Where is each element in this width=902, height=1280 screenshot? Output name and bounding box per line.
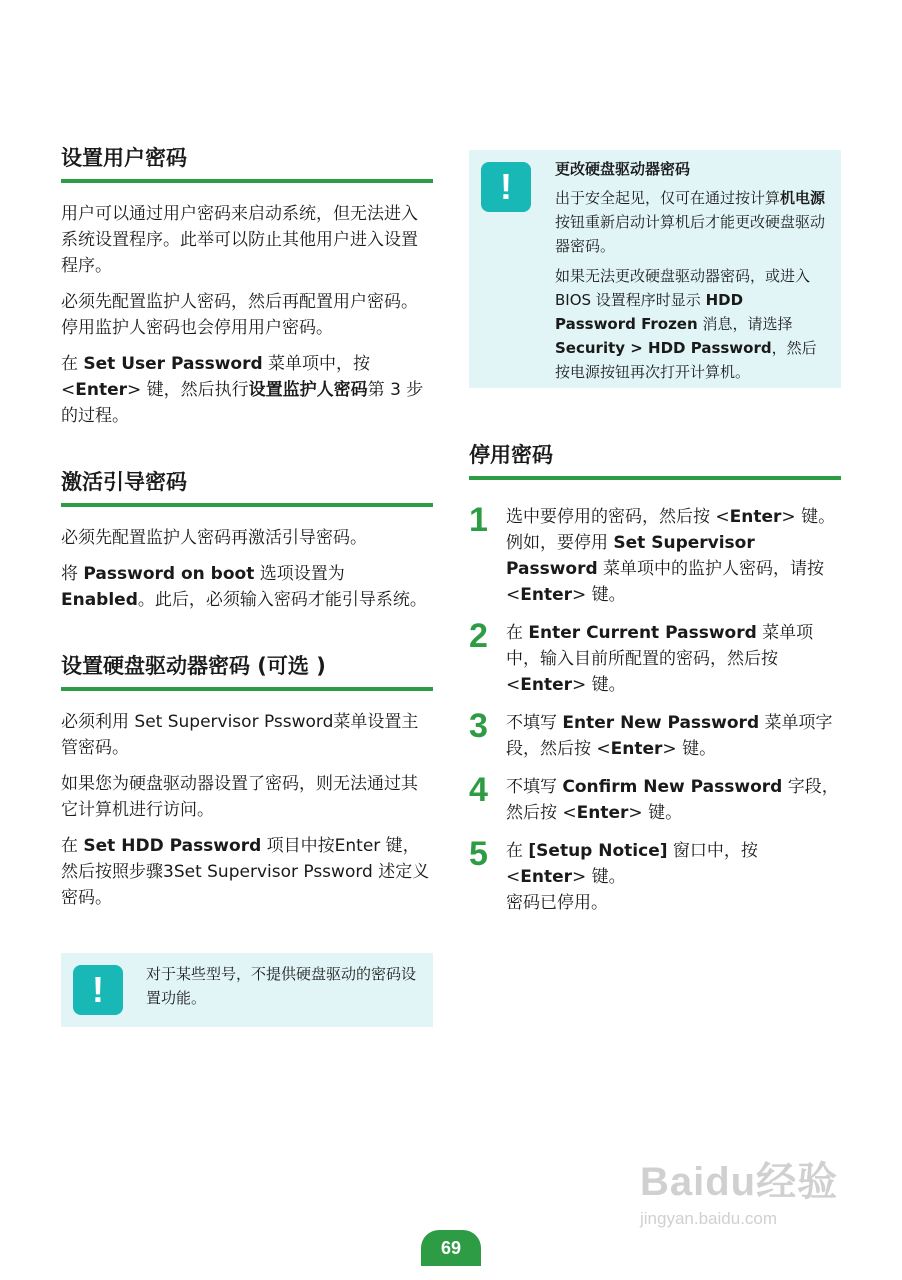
step-item bbox=[469, 500, 841, 608]
section-title: 设置硬盘驱动器密码 (可选 ) bbox=[61, 651, 433, 691]
paragraph: 在 Set HDD Password 项目中按Enter 键，然后按照步骤3Set Supervisor Pssword 述定义密码。 bbox=[61, 836, 430, 908]
step-text: 不填写 Confirm New Password 字段，然后按 <Enter> 键。 bbox=[506, 777, 839, 823]
paragraph: 必须先配置监护人密码，然后再配置用户密码。停用监护人密码也会停用用户密码。 bbox=[61, 292, 418, 338]
right-column bbox=[469, 150, 841, 924]
baidu-logo: Baidu经验 bbox=[640, 1160, 839, 1204]
step-text: 不填写 Enter New Password 菜单项字段，然后按 <Enter> 键。 bbox=[506, 713, 833, 759]
exclamation-icon: ! bbox=[73, 965, 123, 1015]
section-disable-password bbox=[469, 440, 841, 916]
page-number: 69 bbox=[421, 1230, 481, 1266]
note-title: 更改硬盘驱动器密码 bbox=[555, 160, 691, 178]
step-item bbox=[469, 706, 841, 762]
note-box bbox=[469, 150, 841, 388]
step-item bbox=[469, 770, 841, 826]
note-text: 如果无法更改硬盘驱动器密码，或进入 BIOS 设置程序时显示 HDD Password Frozen 消息，请选择 Security > HDD Password，然后按电源按钮再次打开计算机。 bbox=[555, 267, 817, 381]
section-title: 设置用户密码 bbox=[61, 143, 433, 183]
step-number: 5 bbox=[469, 835, 488, 873]
step-text: 在 [Setup Notice] 窗口中，按 <Enter> 键。 密码已停用。 bbox=[506, 841, 758, 913]
section-set-user-password bbox=[61, 143, 433, 429]
step-item bbox=[469, 616, 841, 698]
paragraph: 如果您为硬盘驱动器设置了密码，则无法通过其它计算机进行访问。 bbox=[61, 774, 418, 820]
watermark-url: jingyan.baidu.com bbox=[640, 1209, 778, 1228]
step-number: 3 bbox=[469, 707, 488, 745]
section-title: 激活引导密码 bbox=[61, 467, 433, 507]
paragraph: 必须先配置监护人密码再激活引导密码。 bbox=[61, 528, 367, 548]
step-number: 1 bbox=[469, 501, 488, 539]
paragraph: 在 Set User Password 菜单项中，按 <Enter> 键，然后执行设置监护人密码第 3 步的过程。 bbox=[61, 354, 424, 426]
section-boot-password bbox=[61, 467, 433, 613]
note-box bbox=[61, 953, 433, 1027]
step-text: 选中要停用的密码，然后按 <Enter> 键。例如，要停用 Set Supervisor Password 菜单项中的监护人密码，请按 <Enter> 键。 bbox=[506, 507, 836, 605]
note-text: 对于某些型号，不提供硬盘驱动的密码设置功能。 bbox=[146, 965, 417, 1007]
exclamation-icon: ! bbox=[481, 162, 531, 212]
step-item bbox=[469, 834, 841, 916]
note-content bbox=[555, 158, 827, 390]
paragraph: 用户可以通过用户密码来启动系统，但无法进入系统设置程序。此举可以防止其他用户进入设置程序。 bbox=[61, 204, 418, 276]
step-list bbox=[469, 500, 841, 916]
step-number: 2 bbox=[469, 617, 488, 655]
left-column bbox=[61, 143, 433, 1027]
paragraph: 将 Password on boot 选项设置为 Enabled。此后，必须输入密码才能引导系统。 bbox=[61, 564, 427, 610]
note-text: 出于安全起见，仅可在通过按计算机电源按钮重新启动计算机后才能更改硬盘驱动器密码。 bbox=[555, 189, 826, 255]
step-number: 4 bbox=[469, 771, 488, 809]
step-text: 在 Enter Current Password 菜单项中，输入目前所配置的密码，然后按 <Enter> 键。 bbox=[506, 623, 814, 695]
paragraph: 必须利用 Set Supervisor Pssword菜单设置主管密码。 bbox=[61, 712, 419, 758]
section-hdd-password bbox=[61, 651, 433, 911]
watermark bbox=[640, 1150, 838, 1229]
section-title: 停用密码 bbox=[469, 440, 841, 480]
